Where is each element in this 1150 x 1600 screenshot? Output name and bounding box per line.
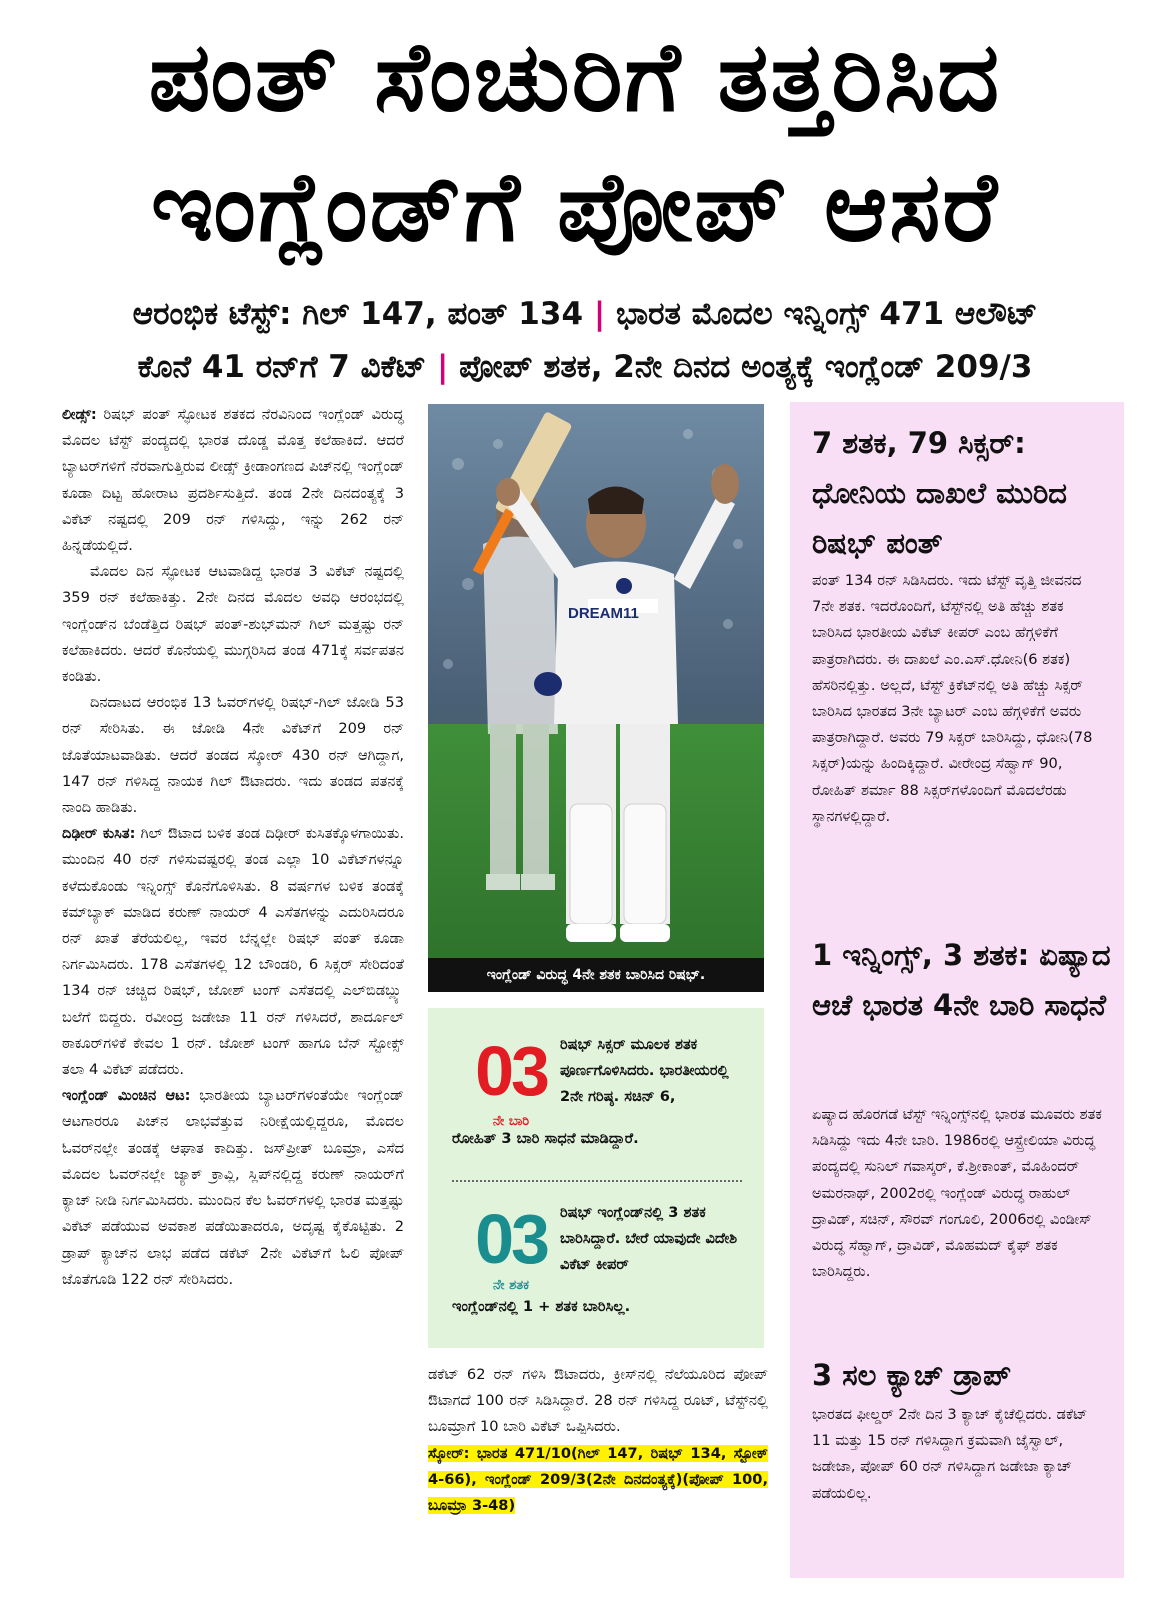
subhead-part: ಭಾರತ ಮೊದಲ ಇನ್ನಿಂಗ್ಸ್ 471 ಆಲೌಟ್ [615, 296, 1038, 332]
stat-text-continued: ರೋಹಿತ್ 3 ಬಾರಿ ಸಾಧನೆ ಮಾಡಿದ್ದಾರೆ. [452, 1130, 639, 1147]
subhead-part: ಪೋಪ್ ಶತಕ, 2ನೇ ದಿನದ ಅಂತ್ಯಕ್ಕೆ ಇಂಗ್ಲೆಂಡ್ 209/3 [459, 349, 1033, 385]
article-column-1 [62, 402, 404, 1293]
scorecard [428, 1441, 768, 1520]
subheading: ಇಂಗ್ಲೆಂಡ್ ಮಿಂಚಿನ ಆಟ: [62, 1087, 191, 1105]
sidebar-heading-dropped-catches: 3 ಸಲ ಕ್ಯಾಚ್ ಡ್ರಾಪ್ [812, 1358, 1012, 1392]
stat-text: ರಿಷಭ್ ಸಿಕ್ಸರ್ ಮೂಲಕ ಶತಕ ಪೂರ್ಣಗೊಳಿಸಿದರು. ಭಾರತೀಯರಲ್ಲಿ 2ನೇ ಗರಿಷ್ಠ. ಸಚಿನ್ 6, [560, 1036, 729, 1105]
stat-number: 03 [475, 1032, 547, 1110]
subhead-part: ಆರಂಭಿಕ ಟೆಸ್ಟ್: ಗಿಲ್ 147, ಪಂತ್ 134 [132, 296, 584, 332]
article-paragraph [62, 1083, 404, 1293]
photo-caption: ಇಂಗ್ಲೆಂಡ್ ವಿರುದ್ಧ 4ನೇ ಶತಕ ಬಾರಿಸಿದ ರಿಷಭ್. [428, 958, 764, 992]
stat-number: 03 [475, 1200, 547, 1278]
stat-label: ನೇ ಶತಕ [493, 1278, 529, 1293]
sidebar-box [790, 402, 1124, 1578]
paragraph-text: ಭಾರತೀಯ ಬ್ಯಾಟರ್‌ಗಳಂತೆಯೇ ಇಂಗ್ಲೆಂಡ್ ಆಟಗಾರರೂ ಪಿಚ್‌ನ ಲಾಭವೆತ್ತುವ ನಿರೀಕ್ಷೆಯಲ್ಲಿದ್ದರೂ, ಮೊದಲ ಓವರ್‌ನಲ್ಲೇ ತಂಡಕ್ಕೆ ಆಘಾತ ಕಾದಿತ್ತು. ಜಸ್‌ಪ್ರೀತ್ ಬೂಮ್ರಾ, ಎಸೆದ ಮೊದಲ ಓವರ್‌ನಲ್ಲೇ ಜ್ಯಾಕ್ ಕ್ರಾವ್ಲಿ, ಸ್ಲಿಪ್‌ನಲ್ಲಿದ್ದ ಕರುಣ್ ನಾಯರ್‌ಗೆ ಕ್ಯಾಚ್ ನೀಡಿ ನಿರ್ಗಮಿಸಿದರು. ಮುಂದಿನ ಕೆಲ ಓವರ್‌ಗಳಲ್ಲಿ ಭಾರತ ಮತ್ತಷ್ಟು ವಿಕೆಟ್ ಪಡೆಯುವ ಅವಕಾಶ ಪಡೆಯಿತಾದರೂ, ಅದೃಷ್ಟ ಕೈಕೊಟ್ಟಿತು. 2 ಡ್ರಾಪ್ ಕ್ಯಾಚ್‌ನ ಲಾಭ ಪಡೆದ ಡಕೆಟ್ 2ನೇ ವಿಕೆಟ್‌ಗೆ ಓಲಿ ಪೋಪ್ ಜೊತೆಗೂಡಿ 122 ರನ್ ಸೇರಿಸಿದರು. [62, 1087, 404, 1288]
article-column-2 [428, 1362, 768, 1519]
subhead-separator: | [436, 349, 449, 385]
player-photo [428, 404, 764, 992]
jersey-logo: DREAM11 [568, 605, 639, 622]
dateline: ಲೀಡ್ಸ್: [62, 406, 97, 423]
article-paragraph [62, 821, 404, 1083]
paragraph-text: ಗಿಲ್ ಔಟಾದ ಬಳಿಕ ತಂಡ ದಿಢೀರ್ ಕುಸಿತಕ್ಕೊಳಗಾಯಿತು. ಮುಂದಿನ 40 ರನ್ ಗಳಿಸುವಷ್ಟರಲ್ಲಿ ತಂಡ ಎಲ್ಲಾ 10 ವಿಕೆಟ್‌ಗಳನ್ನೂ ಕಳೆದುಕೊಂಡು ಇನ್ನಿಂಗ್ಸ್ ಕೊನೆಗೊಳಿಸಿತು. 8 ವರ್ಷಗಳ ಬಳಿಕ ತಂಡಕ್ಕೆ ಕಮ್‌ಬ್ಯಾಕ್ ಮಾಡಿದ ಕರುಣ್ ನಾಯರ್ 4 ಎಸೆತಗಳನ್ನು ಎದುರಿಸಿದರೂ ರನ್ ಖಾತೆ ತೆರೆಯಲಿಲ್ಲ, ಇವರ ಬೆನ್ನಲ್ಲೇ ರಿಷಭ್ ಪಂತ್ ಕೂಡಾ ನಿರ್ಗಮಿಸಿದರು. 178 ಎಸೆತಗಳಲ್ಲಿ 12 ಬೌಂಡರಿ, 6 ಸಿಕ್ಸರ್ ಸೇರಿದಂತೆ 134 ರನ್ ಚಚ್ಚಿದ ರಿಷಭ್, ಜೋಶ್ ಟಂಗ್ ಎಸೆತದಲ್ಲಿ ಎಲ್‌ಬಿಡಬ್ಲ್ಯು ಬಲೆಗೆ ಬಿದ್ದರು. ರವೀಂದ್ರ ಜಡೇಜಾ 11 ರನ್ ಗಳಿಸಿದರೆ, ಶಾರ್ದೂಲ್ ಠಾಕೂರ್‌ಗಳಿಕೆ ಕೇವಲ 1 ರನ್. ಜೋಶ್ ಟಂಗ್ ಹಾಗೂ ಬೆನ್ ಸ್ಟೋಕ್ಸ್ ತಲಾ 4 ವಿಕೆಟ್ ಪಡೆದರು. [62, 825, 404, 1079]
stat-divider [452, 1180, 742, 1182]
stat-label: ನೇ ಬಾರಿ [492, 1114, 530, 1129]
sidebar-text-dropped-catches: ಭಾರತದ ಫೀಲ್ಡರ್ 2ನೇ ದಿನ 3 ಕ್ಯಾಚ್ ಕೈಚೆಲ್ಲಿದರು. ಡಕೆಟ್ 11 ಮತ್ತು 15 ರನ್ ಗಳಿಸಿದ್ದಾಗ ಕ್ರಮವಾಗಿ ಜೈಸ್ವಾಲ್, ಜಡೇಜಾ, ಪೋಪ್ 60 ರನ್ ಗಳಿಸಿದ್ದಾಗ ಜಡೇಜಾ ಕ್ಯಾಚ್ ಪಡೆಯಲಿಲ್ಲ. [812, 1406, 1088, 1502]
headline-line-2: ಇಂಗ್ಲೆಂಡ್‌ಗೆ ಪೋಪ್ ಆಸರೆ [150, 151, 999, 263]
sidebar-heading-records: 7 ಶತಕ, 79 ಸಿಕ್ಸರ್: ಧೋನಿಯ ದಾಖಲೆ ಮುರಿದ ರಿಷಭ್ ಪಂತ್ [812, 426, 1068, 560]
article-paragraph [62, 402, 404, 559]
headline-line-1: ಪಂತ್ ಸೆಂಚುರಿಗೆ ತತ್ತರಿಸಿದ [148, 21, 1002, 133]
paragraph-text: ರಿಷಭ್ ಪಂತ್ ಸ್ಫೋಟಕ ಶತಕದ ನೆರವಿನಿಂದ ಇಂಗ್ಲೆಂಡ್ ವಿರುದ್ಧ ಮೊದಲ ಟೆಸ್ಟ್ ಪಂದ್ಯದಲ್ಲಿ ಭಾರತ ದೊಡ್ಡ ಮೊತ್ತ ಕಲೆಹಾಕಿದೆ. ಆದರೆ ಬ್ಯಾಟರ್‌ಗಳಿಗೆ ನೆರವಾಗುತ್ತಿರುವ ಲೀಡ್ಸ್ ಕ್ರೀಡಾಂಗಣದ ಪಿಚ್‌ನಲ್ಲಿ ಇಂಗ್ಲೆಂಡ್ ಕೂಡಾ ದಿಟ್ಟ ಹೋರಾಟ ಪ್ರದರ್ಶಿಸುತ್ತಿದೆ. ತಂಡ 2ನೇ ದಿನದಂತ್ಯಕ್ಕೆ 3 ವಿಕೆಟ್ ನಷ್ಟದಲ್ಲಿ 209 ರನ್ ಗಳಿಸಿದ್ದು, ಇನ್ನು 262 ರನ್ ಹಿನ್ನಡೆಯಲ್ಲಿದೆ. [62, 406, 404, 555]
sidebar-heading-three-centuries: 1 ಇನ್ನಿಂಗ್ಸ್, 3 ಶತಕ: ಏಷ್ಯಾದ ಆಚೆ ಭಾರತ 4ನೇ ಬಾರಿ ಸಾಧನೆ [812, 938, 1111, 1022]
subhead-separator: | [593, 296, 606, 332]
stat-text-continued: ಇಂಗ್ಲೆಂಡ್‌ನಲ್ಲಿ 1 + ಶತಕ ಬಾರಿಸಿಲ್ಲ. [452, 1298, 631, 1315]
article-paragraph: ದಿನದಾಟದ ಆರಂಭಿಕ 13 ಓವರ್‌ಗಳಲ್ಲಿ ರಿಷಭ್-ಗಿಲ್ ಜೋಡಿ 53 ರನ್ ಸೇರಿಸಿತು. ಈ ಜೋಡಿ 4ನೇ ವಿಕೆಟ್‌ಗೆ 209 ರನ್ ಜೊತೆಯಾಟವಾಡಿತು. ಆದರೆ ತಂಡದ ಸ್ಕೋರ್ 430 ರನ್ ಆಗಿದ್ದಾಗ, 147 ರನ್ ಗಳಿಸಿದ್ದ ನಾಯಕ ಗಿಲ್ ಔಟಾದರು. ಇದು ತಂಡದ ಪತನಕ್ಕೆ ನಾಂದಿ ಹಾಡಿತು. [62, 694, 404, 817]
sidebar-text-three-centuries: ಏಷ್ಯಾದ ಹೊರಗಡೆ ಟೆಸ್ಟ್ ಇನ್ನಿಂಗ್ಸ್‌ನಲ್ಲಿ ಭಾರತ ಮೂವರು ಶತಕ ಸಿಡಿಸಿದ್ದು ಇದು 4ನೇ ಬಾರಿ. 1986ರಲ್ಲಿ ಆಸ್ಟ್ರೇಲಿಯಾ ವಿರುದ್ಧ ಪಂದ್ಯದಲ್ಲಿ ಸುನಿಲ್ ಗವಾಸ್ಕರ್, ಕೆ.ಶ್ರೀಕಾಂತ್, ಮೊಹಿಂದರ್ ಅಮರನಾಥ್, 2002ರಲ್ಲಿ ಇಂಗ್ಲೆಂಡ್ ವಿರುದ್ಧ ರಾಹುಲ್ ದ್ರಾವಿಡ್, ಸಚಿನ್, ಸೌರವ್ ಗಂಗೂಲಿ, 2006ರಲ್ಲಿ ವಿಂಡೀಸ್ ವಿರುದ್ಧ ಸೆಹ್ವಾಗ್, ದ್ರಾವಿಡ್, ಮೊಹಮದ್ ಕೈಫ್ ಶತಕ ಬಾರಿಸಿದ್ದರು. [812, 1106, 1102, 1281]
article-paragraph: ಮೊದಲ ದಿನ ಸ್ಫೋಟಕ ಆಟವಾಡಿದ್ದ ಭಾರತ 3 ವಿಕೆಟ್ ನಷ್ಟದಲ್ಲಿ 359 ರನ್ ಕಲೆಹಾಕಿತ್ತು. 2ನೇ ದಿನದ ಮೊದಲ ಅವಧಿ ಆರಂಭದಲ್ಲಿ ಇಂಗ್ಲೆಂಡ್‌ನ ಬೆಂಡೆತ್ತಿದ ರಿಷಭ್ ಪಂತ್-ಶುಭ್‌ಮನ್ ಗಿಲ್ ಮತ್ತಷ್ಟು ರನ್ ಕಲೆಹಾಕಿದರು. ಆದರೆ ಕೊನೆಯಲ್ಲಿ ಮುಗ್ಗರಿಸಿದ ತಂಡ 471ಕ್ಕೆ ಸರ್ವಪತನ ಕಂಡಿತು. [62, 563, 404, 686]
subhead-line-1 [40, 292, 1130, 336]
photo-illustration [428, 404, 764, 992]
subhead-line-2 [40, 345, 1130, 389]
stats-box [428, 1008, 764, 1348]
article-paragraph: ಡಕೆಟ್ 62 ರನ್ ಗಳಿಸಿ ಔಟಾದರು, ಕ್ರೀಸ್‌ನಲ್ಲಿ ನೆಲೆಯೂರಿದ ಪೋಪ್ ಔಟಾಗದೆ 100 ರನ್ ಸಿಡಿಸಿದ್ದಾರೆ. 28 ರನ್ ಗಳಿಸಿದ್ದ ರೂಟ್, ಟೆಸ್ಟ್‌ನಲ್ಲಿ ಬೂಮ್ರಾಗೆ 10 ಬಾರಿ ವಿಕೆಟ್ ಒಪ್ಪಿಸಿದರು. [428, 1366, 768, 1436]
sidebar-text-records: ಪಂತ್ 134 ರನ್ ಸಿಡಿಸಿದರು. ಇದು ಟೆಸ್ಟ್ ವೃತ್ತಿ ಜೀವನದ 7ನೇ ಶತಕ. ಇದರೊಂದಿಗೆ, ಟೆಸ್ಟ್‌ನಲ್ಲಿ ಅತಿ ಹೆಚ್ಚು ಶತಕ ಬಾರಿಸಿದ ಭಾರತೀಯ ವಿಕೆಟ್ ಕೀಪರ್ ಎಂಬ ಹೆಗ್ಗಳಿಕೆಗೆ ಪಾತ್ರರಾಗಿದರು. ಈ ದಾಖಲೆ ಎಂ.ಎಸ್.ಧೋನಿ(6 ಶತಕ) ಹೆಸರಿನಲ್ಲಿತ್ತು. ಅಲ್ಲದೆ, ಟೆಸ್ಟ್ ಕ್ರಿಕೆಟ್‌ನಲ್ಲಿ ಅತಿ ಹೆಚ್ಚು ಸಿಕ್ಸರ್ ಬಾರಿಸಿದ ಭಾರತದ 3ನೇ ಬ್ಯಾಟರ್ ಎಂಬ ಹೆಗ್ಗಳಿಕೆಗೆ ಅವರು ಪಾತ್ರರಾಗಿದ್ದಾರೆ. ಅವರು 79 ಸಿಕ್ಸರ್ ಬಾರಿಸಿದ್ದು, ಧೋನಿ(78 ಸಿಕ್ಸರ್)ಯನ್ನು ಹಿಂದಿಕ್ಕಿದ್ದಾರೆ. ವೀರೇಂದ್ರ ಸೆಹ್ವಾಗ್ 90, ರೋಹಿತ್ ಶರ್ಮಾ 88 ಸಿಕ್ಸರ್‌ಗಳೊಂದಿಗೆ ಮೊದಲೆರಡು ಸ್ಥಾನಗಳಲ್ಲಿದ್ದಾರೆ. [812, 572, 1093, 825]
stat-text: ರಿಷಭ್ ಇಂಗ್ಲೆಂಡ್‌ನಲ್ಲಿ 3 ಶತಕ ಬಾರಿಸಿದ್ದಾರೆ. ಬೇರೆ ಯಾವುದೇ ವಿದೇಶಿ ವಿಕೆಟ್ ಕೀಪರ್ [560, 1204, 738, 1273]
score-summary: ಸ್ಕೋರ್: ಭಾರತ 471/10(ಗಿಲ್ 147, ರಿಷಭ್ 134, ಸ್ಟೋಕ್ 4-66), ಇಂಗ್ಲೆಂಡ್ 209/3(2ನೇ ದಿನದಂತ್ಯಕ್ಕೆ)(ಪೋಪ್ 100, ಬೂಮ್ರಾ 3-48) [428, 1444, 768, 1515]
subhead-part: ಕೊನೆ 41 ರನ್‌ಗೆ 7 ವಿಕೆಟ್ [137, 349, 427, 385]
subheading: ದಿಢೀರ್ ಕುಸಿತ: [62, 825, 136, 843]
